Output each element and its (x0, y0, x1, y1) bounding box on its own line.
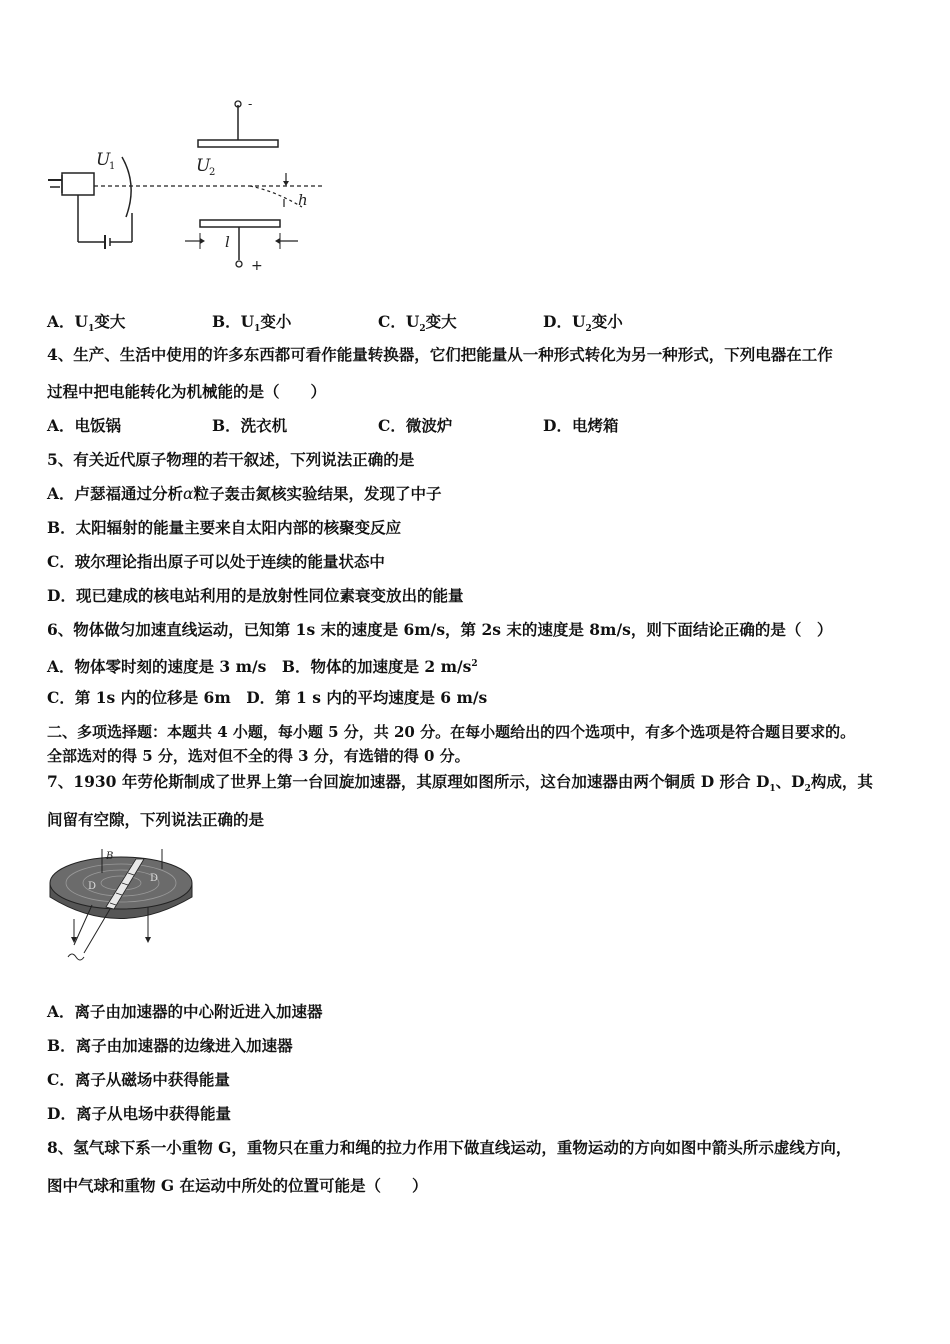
q5-option-d: D．现已建成的核电站利用的是放射性同位素衰变放出的能量 (47, 586, 464, 605)
h-label: h (298, 191, 308, 209)
l-label: l (225, 233, 230, 251)
b-field-label: B (106, 851, 114, 862)
cyclotron-diagram (44, 845, 204, 970)
q7-option-d: D．离子从电场中获得能量 (47, 1104, 231, 1123)
q6-options-ab: A．物体零时刻的速度是 3 m/s B．物体的加速度是 2 $m/s^2$ (47, 657, 478, 677)
plus-label: + (251, 258, 263, 274)
deflection-diagram (40, 95, 340, 280)
q3-option-c: C．$U_2$变大 (378, 312, 457, 335)
q4-option-b: B．洗衣机 (212, 416, 288, 435)
u2-label: U (196, 156, 211, 176)
q6-stem: 6、物体做匀加速直线运动，已知第 1s 末的速度是 6m/s，第 2s 末的速度是 8m/s，则下面结论正确的是（ ） (47, 620, 833, 639)
section2-line1: 二、多项选择题：本题共 4 小题，每小题 5 分，共 20 分。在每小题给出的四个选项中，有多个选项是符合题目要求的。 (47, 723, 856, 741)
q7-option-c: C．离子从磁场中获得能量 (47, 1070, 230, 1089)
q7-option-b: B．离子由加速器的边缘进入加速器 (47, 1036, 293, 1055)
q8-stem-line2: 图中气球和重物 G 在运动中所处的位置可能是（ ） (47, 1176, 428, 1195)
q3-option-b: B．$U_1$变小 (212, 312, 292, 335)
q4-option-a: A．电饭锅 (47, 416, 122, 435)
q5-option-b: B．太阳辐射的能量主要来自太阳内部的核聚变反应 (47, 518, 402, 537)
q3-option-d: D．$U_2$变小 (543, 312, 623, 335)
q5-option-c: C．玻尔理论指出原子可以处于连续的能量状态中 (47, 552, 385, 571)
q7-option-a: A．离子由加速器的中心附近进入加速器 (47, 1002, 323, 1021)
d1-label: D (88, 881, 97, 892)
minus-label: - (248, 97, 253, 111)
q8-stem-line1: 8、氢气球下系一小重物 G，重物只在重力和绳的拉力作用下做直线运动，重物运动的方向如图中箭头所示虚线方向， (47, 1138, 852, 1157)
q3-option-a: A．$U_1$变大 (47, 312, 126, 335)
svg-text:2: 2 (209, 167, 216, 178)
q5-option-a: A．卢瑟福通过分析α粒子轰击氮核实验结果，发现了中子 (47, 484, 442, 503)
q7-stem-line1: 7、1930 年劳伦斯制成了世界上第一台回旋加速器，其原理如图所示，这台加速器由两个铜质 D 形合 $D_1$、$D_2$构成，其 (47, 772, 873, 795)
q5-stem: 5、有关近代原子物理的若干叙述，下列说法正确的是 (47, 450, 415, 469)
u1-label: U (96, 150, 111, 170)
q7-stem-line2: 间留有空隙，下列说法正确的是 (47, 810, 265, 829)
section2-line2: 全部选对的得 5 分，选对但不全的得 3 分，有选错的得 0 分。 (47, 747, 470, 765)
q4-option-d: D．电烤箱 (543, 416, 619, 435)
q4-stem-line1: 4、生产、生活中使用的许多东西都可看作能量转换器，它们把能量从一种形式转化为另一种形式，下列电器在工作 (47, 345, 833, 364)
svg-text:1: 1 (109, 161, 116, 172)
d2-label: D (150, 873, 159, 884)
q4-option-c: C．微波炉 (378, 416, 453, 435)
q6-options-cd: C．第 1s 内的位移是 6m D．第 1 s 内的平均速度是 6 m/s (47, 688, 488, 707)
q4-stem-line2: 过程中把电能转化为机械能的是（ ） (47, 382, 327, 401)
